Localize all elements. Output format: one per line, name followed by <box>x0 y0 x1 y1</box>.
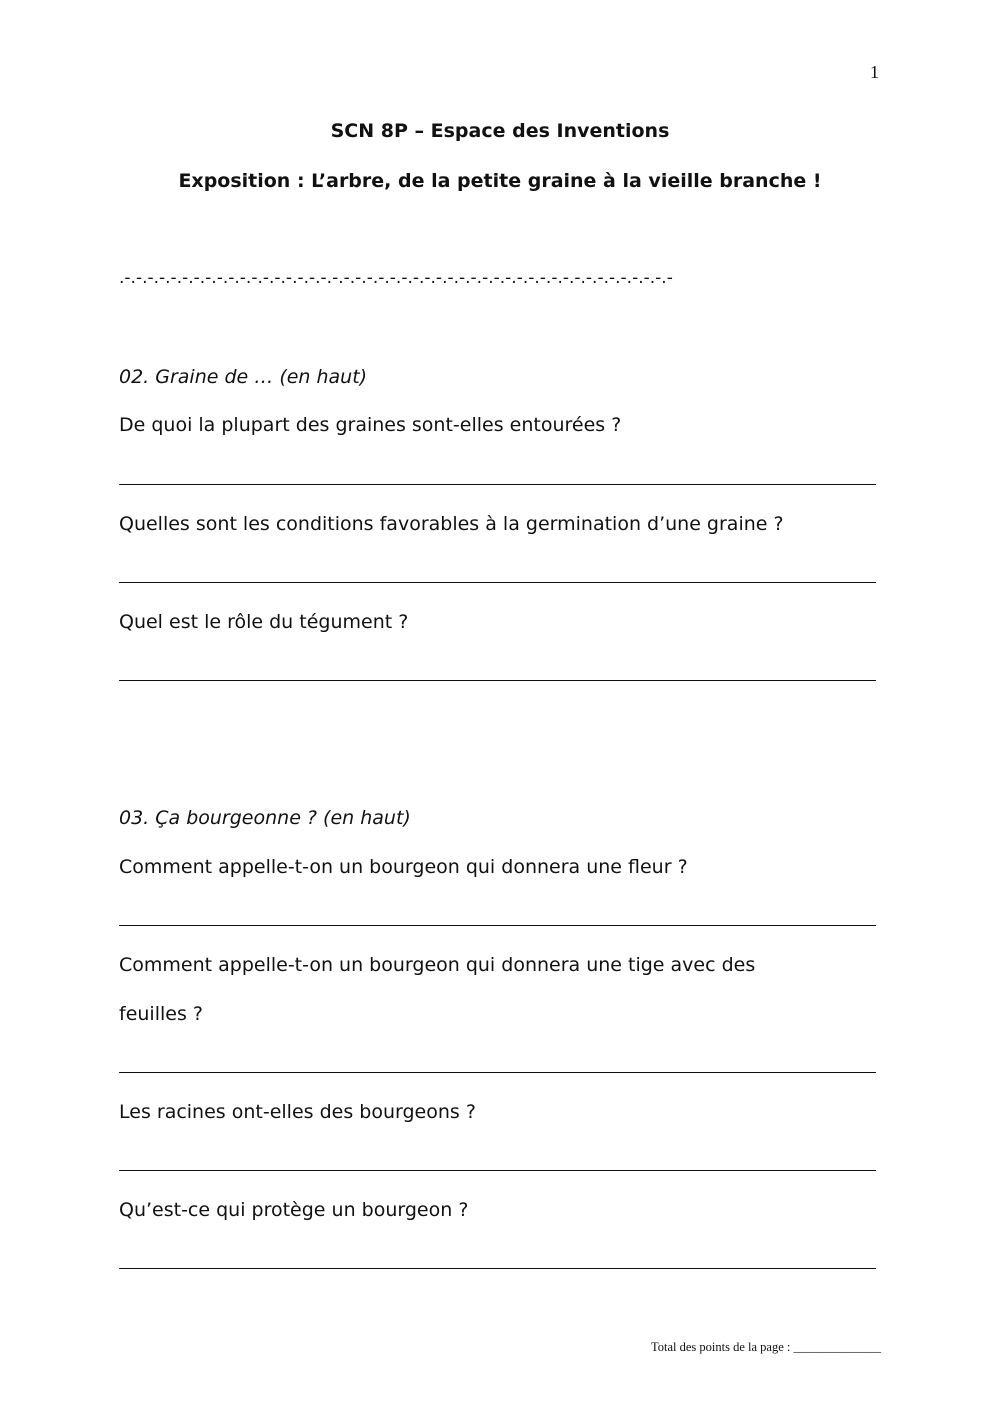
dotted-divider: .-.-.-.-.-.-.-.-.-.-.-.-.-.-.-.-.-.-.-.-.-.-.-.-.-.-.-.-.-.-.-.-.-.-.-.-.-.-.-.-.-.-.-.-.-.-.-.- <box>119 268 673 288</box>
question-tegument-role: Quel est le rôle du tégument ? <box>119 611 409 633</box>
document-subtitle: Exposition : L’arbre, de la petite graine à la vieille branche ! <box>178 170 822 192</box>
section-heading-02: 02. Graine de … (en haut) <box>119 366 368 388</box>
question-seeds-covering: De quoi la plupart des graines sont-elles entourées ? <box>119 414 622 436</box>
question-flower-bud: Comment appelle-t-on un bourgeon qui donnera une fleur ? <box>119 856 688 878</box>
page-points-blank[interactable]: ______________ <box>793 1340 881 1354</box>
question-bud-protection: Qu’est-ce qui protège un bourgeon ? <box>119 1199 469 1221</box>
answer-line[interactable] <box>119 484 876 485</box>
section-heading-03: 03. Ça bourgeonne ? (en haut) <box>119 807 411 829</box>
page-number: 1 <box>870 62 879 82</box>
document-title: SCN 8P – Espace des Inventions <box>330 120 670 142</box>
answer-line[interactable] <box>119 1072 876 1073</box>
page-points-label: Total des points de la page : <box>651 1340 791 1354</box>
page-points-total <box>651 1340 881 1355</box>
question-root-buds: Les racines ont-elles des bourgeons ? <box>119 1101 476 1123</box>
answer-line[interactable] <box>119 1170 876 1171</box>
question-leaf-bud-line1: Comment appelle-t-on un bourgeon qui donnera une tige avec des <box>119 954 756 976</box>
answer-line[interactable] <box>119 1268 876 1269</box>
answer-line[interactable] <box>119 925 876 926</box>
answer-line[interactable] <box>119 582 876 583</box>
answer-line[interactable] <box>119 680 876 681</box>
question-germination-conditions: Quelles sont les conditions favorables à la germination d’une graine ? <box>119 513 784 535</box>
question-leaf-bud-line2: feuilles ? <box>119 1003 203 1025</box>
